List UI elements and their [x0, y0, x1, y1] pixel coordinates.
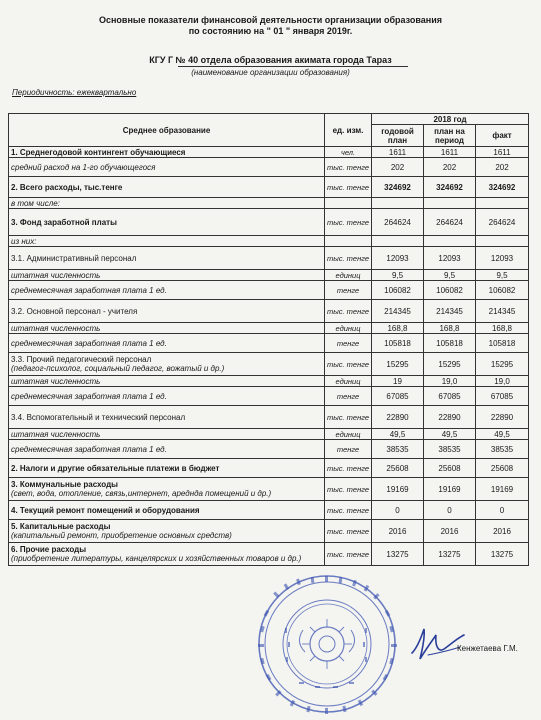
cell-fact: 13275: [476, 543, 529, 566]
row-label: [9, 177, 325, 198]
row-unit: тыс. тенге: [325, 543, 372, 566]
cell-fact: 22890: [476, 406, 529, 429]
table-row: [9, 281, 529, 300]
row-label-text: штатная численность: [11, 376, 101, 386]
table-row: [9, 270, 529, 281]
row-label-text: 2. Всего расходы, тыс.тенге: [11, 182, 123, 192]
table-row: [9, 440, 529, 459]
row-label: [9, 478, 325, 501]
row-label-text: штатная численность: [11, 429, 101, 439]
cell-fact: 168,8: [476, 323, 529, 334]
cell-plan-period: 0: [424, 501, 476, 520]
row-label: [9, 353, 325, 376]
row-unit: тыс. тенге: [325, 520, 372, 543]
row-label-text: 3. Коммунальные расходы: [11, 480, 118, 489]
cell-plan-year: 202: [372, 158, 424, 177]
row-unit: тенге: [325, 387, 372, 406]
row-label-text: 1. Среднегодовой контингент обучающиеся: [11, 147, 186, 157]
periodicity: Периодичность: ежеквартально: [12, 88, 137, 97]
document-title: Основные показатели финансовой деятельности организации образования: [98, 15, 443, 25]
cell-fact: 25608: [476, 459, 529, 478]
cell-fact: 214345: [476, 300, 529, 323]
cell-plan-period: 168,8: [424, 323, 476, 334]
row-unit: чел.: [325, 147, 372, 158]
row-unit: тыс. тенге: [325, 177, 372, 198]
document-date: по состоянию на " 01 " января 2019г.: [188, 26, 353, 36]
row-label-text: среднемесячная заработная плата 1 ед.: [11, 285, 167, 295]
row-label: [9, 247, 325, 270]
cell-plan-period: 25608: [424, 459, 476, 478]
row-label: [9, 406, 325, 429]
table-row: [9, 543, 529, 566]
row-label: [9, 158, 325, 177]
row-unit: единиц: [325, 323, 372, 334]
row-label: [9, 334, 325, 353]
organization-underline: [178, 66, 408, 67]
table-row: [9, 177, 529, 198]
row-label: [9, 236, 325, 247]
row-sublabel: (приобретение литературы, канцелярских и хозяйственных товаров и др.): [11, 554, 302, 563]
cell-plan-year: 168,8: [372, 323, 424, 334]
row-label-text: 3.3. Прочий педагогический персонал: [11, 355, 152, 364]
row-unit: тыс. тенге: [325, 209, 372, 236]
organization-note: (наименование организации образования): [191, 68, 350, 77]
cell-fact: 105818: [476, 334, 529, 353]
table-body: [9, 147, 529, 566]
row-unit: тенге: [325, 440, 372, 459]
column-header-plan-period: план на период: [424, 125, 476, 147]
row-unit: [325, 198, 372, 209]
row-sublabel: (свет, вода, отопление, связь,интернет, аредндa помещений и др.): [11, 489, 272, 498]
row-unit: тыс. тенге: [325, 158, 372, 177]
row-label-text: штатная численность: [11, 270, 101, 280]
row-unit: единиц: [325, 270, 372, 281]
row-unit: тыс. тенге: [325, 353, 372, 376]
row-label: [9, 323, 325, 334]
cell-plan-year: 67085: [372, 387, 424, 406]
table-row: [9, 387, 529, 406]
table-row: [9, 209, 529, 236]
row-label: [9, 459, 325, 478]
table-row: [9, 198, 529, 209]
row-unit: тенге: [325, 281, 372, 300]
table-row: [9, 247, 529, 270]
column-header-year: 2018 год: [372, 114, 529, 125]
cell-fact: [476, 236, 529, 247]
row-label-text: 3.4. Вспомогательный и технический персонал: [11, 412, 186, 422]
cell-plan-year: 106082: [372, 281, 424, 300]
row-label: [9, 429, 325, 440]
cell-plan-year: 25608: [372, 459, 424, 478]
row-label-text: 3. Фонд заработной платы: [11, 217, 117, 227]
table-row: [9, 459, 529, 478]
cell-plan-period: 106082: [424, 281, 476, 300]
cell-plan-year: 49,5: [372, 429, 424, 440]
row-label-text: среднемесячная заработная плата 1 ед.: [11, 338, 167, 348]
cell-fact: 19,0: [476, 376, 529, 387]
row-label-text: 4. Текущий ремонт помещений и оборудования: [11, 505, 200, 515]
cell-plan-period: 105818: [424, 334, 476, 353]
cell-fact: 264624: [476, 209, 529, 236]
cell-plan-period: 38535: [424, 440, 476, 459]
row-label-text: 6. Прочие расходы: [11, 545, 87, 554]
row-label: [9, 376, 325, 387]
column-header-plan-year: годовой план: [372, 125, 424, 147]
table-row: [9, 429, 529, 440]
table-row: [9, 158, 529, 177]
row-label: [9, 300, 325, 323]
row-label-text: среднемесячная заработная плата 1 ед.: [11, 444, 167, 454]
cell-plan-year: 105818: [372, 334, 424, 353]
table-row: [9, 520, 529, 543]
row-label: [9, 501, 325, 520]
official-stamp: [255, 572, 400, 717]
cell-fact: 12093: [476, 247, 529, 270]
row-unit: тыс. тенге: [325, 406, 372, 429]
row-label-text: 3.2. Основной персонал - учителя: [11, 306, 138, 316]
cell-plan-year: 324692: [372, 177, 424, 198]
cell-fact: 49,5: [476, 429, 529, 440]
cell-plan-year: [372, 198, 424, 209]
cell-plan-period: 9,5: [424, 270, 476, 281]
cell-plan-year: 9,5: [372, 270, 424, 281]
cell-plan-period: 22890: [424, 406, 476, 429]
table-row: [9, 501, 529, 520]
table-row: [9, 376, 529, 387]
row-unit: единиц: [325, 376, 372, 387]
row-label: [9, 520, 325, 543]
table-row: [9, 147, 529, 158]
cell-fact: 9,5: [476, 270, 529, 281]
cell-fact: 19169: [476, 478, 529, 501]
cell-plan-year: 15295: [372, 353, 424, 376]
cell-plan-year: 214345: [372, 300, 424, 323]
table-row: [9, 406, 529, 429]
row-sublabel: (педагог-психолог, социальный педагог, вожатый и др.): [11, 364, 225, 373]
cell-fact: 1611: [476, 147, 529, 158]
row-label-text: 3.1. Административный персонал: [11, 253, 137, 263]
table-row: [9, 353, 529, 376]
cell-plan-period: 19,0: [424, 376, 476, 387]
cell-plan-period: 19169: [424, 478, 476, 501]
cell-plan-period: [424, 198, 476, 209]
row-sublabel: (капитальный ремонт, приобретение основных средств): [11, 531, 232, 540]
row-label: [9, 387, 325, 406]
cell-plan-period: 67085: [424, 387, 476, 406]
cell-plan-year: 22890: [372, 406, 424, 429]
cell-plan-year: 0: [372, 501, 424, 520]
cell-plan-period: 324692: [424, 177, 476, 198]
row-label-text: средний расход на 1-го обучающегося: [11, 162, 156, 172]
cell-fact: 106082: [476, 281, 529, 300]
table-row: [9, 300, 529, 323]
cell-plan-year: 1611: [372, 147, 424, 158]
cell-fact: 202: [476, 158, 529, 177]
column-header-fact: факт: [476, 125, 529, 147]
row-label: [9, 209, 325, 236]
financial-table: [8, 113, 529, 566]
cell-plan-year: 19169: [372, 478, 424, 501]
cell-plan-period: 264624: [424, 209, 476, 236]
row-label-text: в том числе:: [11, 198, 60, 208]
row-unit: тыс. тенге: [325, 459, 372, 478]
organization-name: КГУ Г № 40 отдела образования акимата города Тараз: [149, 55, 392, 65]
cell-fact: 0: [476, 501, 529, 520]
row-unit: тыс. тенге: [325, 478, 372, 501]
cell-fact: 15295: [476, 353, 529, 376]
table-row: [9, 334, 529, 353]
cell-plan-year: [372, 236, 424, 247]
row-label: [9, 543, 325, 566]
row-label: [9, 198, 325, 209]
cell-plan-period: 12093: [424, 247, 476, 270]
column-header-unit: ед. изм.: [325, 114, 372, 147]
cell-plan-year: 19: [372, 376, 424, 387]
row-label: [9, 270, 325, 281]
table-row: [9, 323, 529, 334]
cell-fact: 38535: [476, 440, 529, 459]
cell-plan-year: 2016: [372, 520, 424, 543]
cell-plan-year: 12093: [372, 247, 424, 270]
cell-plan-year: 13275: [372, 543, 424, 566]
row-unit: единиц: [325, 429, 372, 440]
column-header-name: Среднее образование: [9, 114, 325, 147]
cell-plan-period: 202: [424, 158, 476, 177]
cell-plan-period: 1611: [424, 147, 476, 158]
table-row: [9, 478, 529, 501]
row-label-text: среднемесячная заработная плата 1 ед.: [11, 391, 167, 401]
row-label-text: штатная численность: [11, 323, 101, 333]
cell-plan-period: 13275: [424, 543, 476, 566]
row-label-text: из них:: [11, 236, 37, 246]
row-unit: тыс. тенге: [325, 501, 372, 520]
cell-fact: 2016: [476, 520, 529, 543]
cell-fact: 324692: [476, 177, 529, 198]
signer-name: Кенжетаева Г.М.: [457, 644, 518, 653]
row-label: [9, 440, 325, 459]
row-unit: тенге: [325, 334, 372, 353]
row-label: [9, 147, 325, 158]
cell-plan-period: 49,5: [424, 429, 476, 440]
cell-fact: [476, 198, 529, 209]
cell-plan-period: 214345: [424, 300, 476, 323]
row-unit: тыс. тенге: [325, 300, 372, 323]
cell-plan-period: 2016: [424, 520, 476, 543]
cell-fact: 67085: [476, 387, 529, 406]
cell-plan-period: 15295: [424, 353, 476, 376]
table-row: [9, 236, 529, 247]
row-unit: тыс. тенге: [325, 247, 372, 270]
row-label-text: 5. Капитальные расходы: [11, 522, 111, 531]
row-label: [9, 281, 325, 300]
row-unit: [325, 236, 372, 247]
cell-plan-year: 38535: [372, 440, 424, 459]
row-label-text: 2. Налоги и другие обязательные платежи в бюджет: [11, 463, 220, 473]
cell-plan-period: [424, 236, 476, 247]
cell-plan-year: 264624: [372, 209, 424, 236]
